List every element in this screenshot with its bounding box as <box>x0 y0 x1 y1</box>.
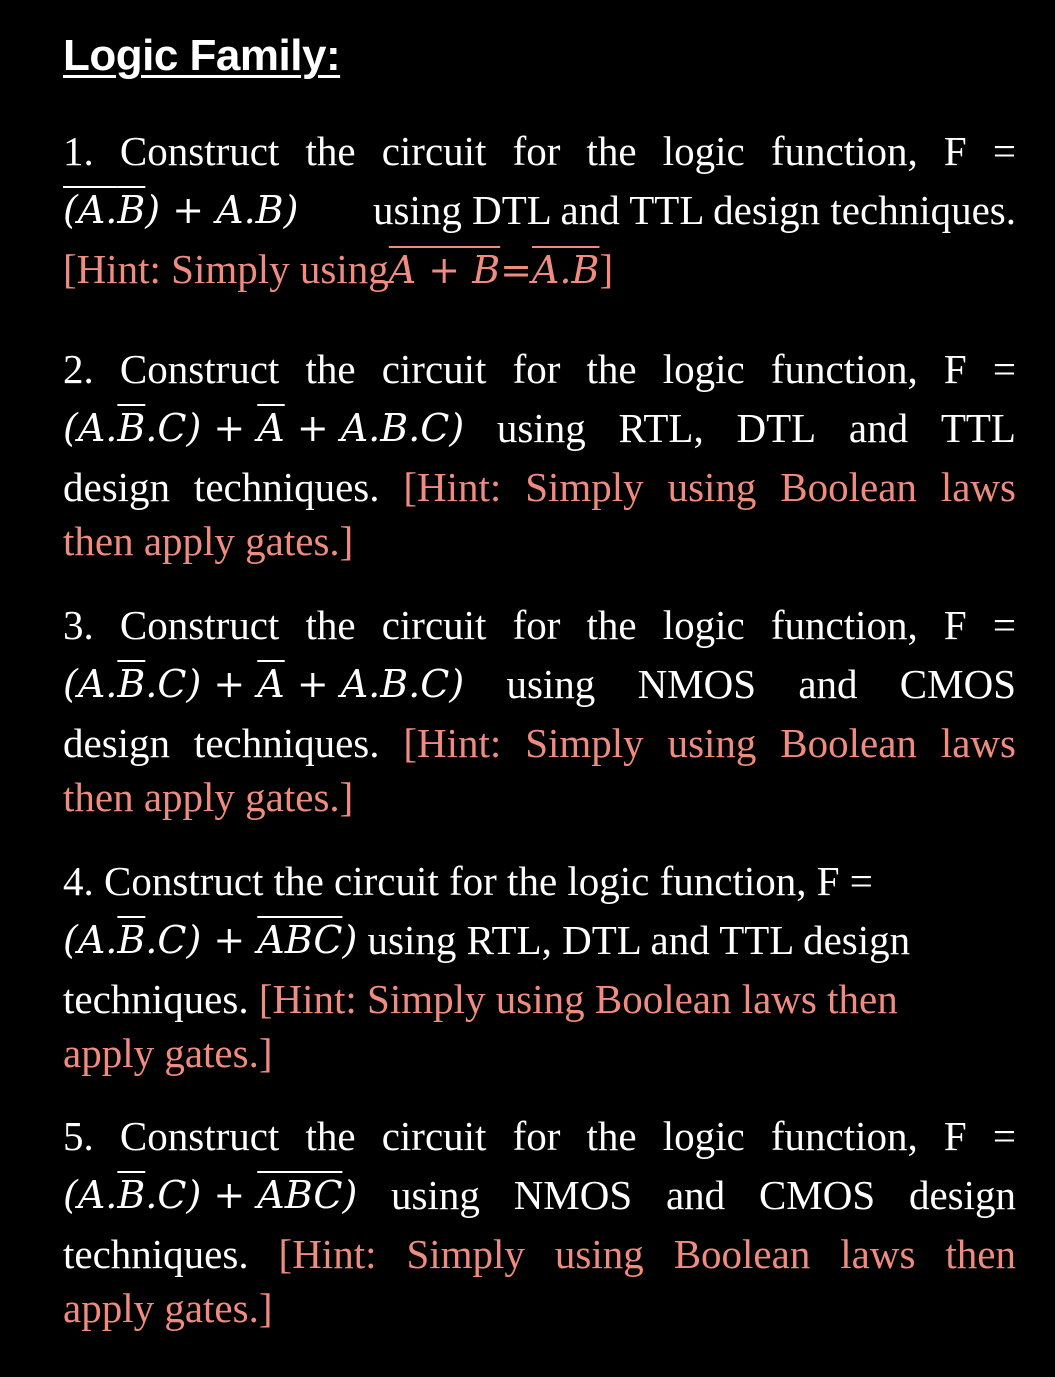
question-text: using DTL and TTL design techniques. <box>373 187 1016 233</box>
question-2-line-4: then apply gates.] <box>63 518 354 564</box>
question-3-line-2: $(A.\overline{B}.C) + \overline{A} + A.B.C$) using NMOS and CMOS <box>63 652 1016 716</box>
question-4-line-4: apply gates.] <box>63 1030 273 1076</box>
question-4-line-2: $(A.\overline{B}.C) + \overline{ABC}$) using RTL, DTL and TTL design <box>63 908 1016 972</box>
question-3-line-4: then apply gates.] <box>63 774 354 820</box>
question-4-line-3: techniques. [Hint: Simply using Boolean laws then <box>63 976 898 1022</box>
question-5-line-2: $(A.\overline{B}.C) + \overline{ABC}$) using NMOS and CMOS design <box>63 1163 1016 1227</box>
question-5-line-3: techniques. [Hint: Simply using Boolean laws then <box>63 1231 1016 1277</box>
word: the <box>586 128 637 174</box>
question-2-line-1: 2. Construct the circuit for the logic function, F = <box>63 346 1016 392</box>
logic-expression: $(A.\overline{B}.C) + \overline{A} + A.B.C$) <box>63 662 465 706</box>
logic-expression: $(A.\overline{B}) + A.B$) <box>63 188 299 232</box>
question-4 <box>63 854 1016 1080</box>
question-2 <box>63 342 1016 568</box>
question-1-line-1 <box>63 124 1016 178</box>
word: = <box>992 128 1016 174</box>
logic-expression: $(A.\overline{B}.C) + \overline{ABC}$) <box>63 918 358 962</box>
hint-expression: A + B <box>388 248 501 292</box>
word: 1. <box>63 128 94 174</box>
question-5-line-1: 5. Construct the circuit for the logic function, F = <box>63 1113 1016 1159</box>
hint-expression: A.B <box>531 248 600 292</box>
question-5-line-4: apply gates.] <box>63 1285 273 1331</box>
question-1 <box>63 124 1016 296</box>
word: Construct <box>119 128 280 174</box>
word: for <box>512 128 561 174</box>
page-title: Logic Family: <box>63 31 341 80</box>
word: function, <box>770 128 918 174</box>
word: logic <box>662 128 745 174</box>
question-1-hint: [Hint: Simply using A + B = A.B ] <box>63 242 1016 296</box>
logic-expression: $(A.\overline{B}.C) + \overline{A} + A.B.C$) <box>63 406 465 450</box>
question-3 <box>63 598 1016 824</box>
question-3-line-3: design techniques. [Hint: Simply using Boolean laws <box>63 720 1016 766</box>
question-2-line-2: $(A.\overline{B}.C) + \overline{A} + A.B.C$) using RTL, DTL and TTL <box>63 396 1016 460</box>
logic-expression: $(A.\overline{B}.C) + \overline{ABC}$) <box>63 1173 358 1217</box>
question-5 <box>63 1109 1016 1335</box>
question-4-line-1: 4. Construct the circuit for the logic function, F = <box>63 858 873 904</box>
question-1-line-2 <box>63 178 1016 242</box>
word: circuit <box>381 128 487 174</box>
word: F <box>943 128 967 174</box>
question-3-line-1: 3. Construct the circuit for the logic function, F = <box>63 602 1016 648</box>
question-2-line-3: design techniques. [Hint: Simply using Boolean laws <box>63 464 1016 510</box>
word: the <box>305 128 356 174</box>
